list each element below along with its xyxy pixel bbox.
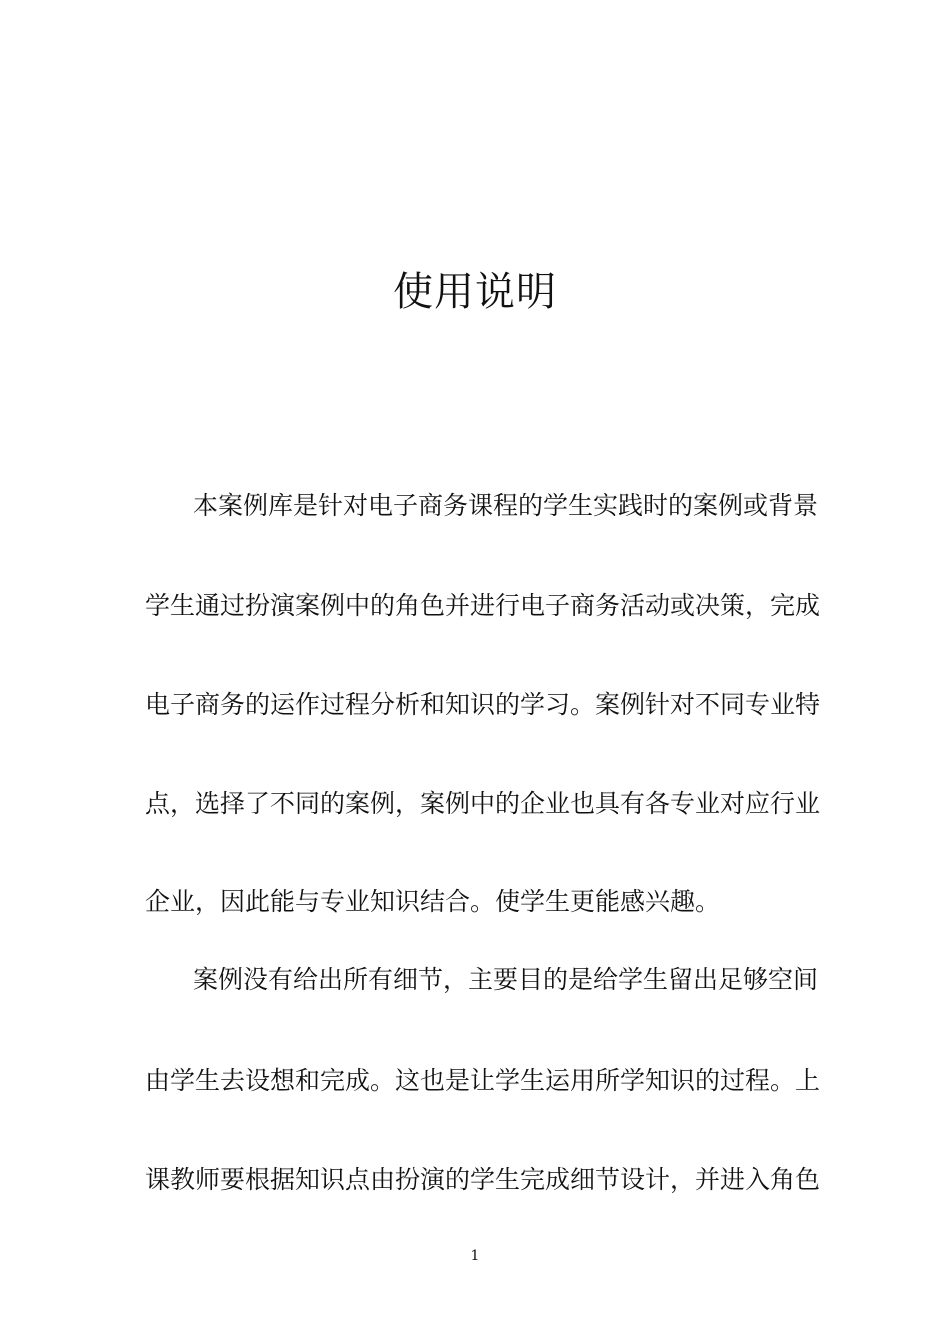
paragraph-1-line-2: 学生通过扮演案例中的角色并进行电子商务活动或决策，完成 xyxy=(145,591,821,620)
paragraph-2-line-1: 案例没有给出所有细节，主要目的是给学生留出足够空间 xyxy=(193,965,819,994)
paragraph-1-line-4: 点，选择了不同的案例，案例中的企业也具有各专业对应行业 xyxy=(145,789,821,818)
paragraph-2-line-2: 由学生去设想和完成。这也是让学生运用所学知识的过程。上 xyxy=(145,1066,821,1095)
page-title: 使用说明 xyxy=(393,269,557,315)
paragraph-2-line-3: 课教师要根据知识点由扮演的学生完成细节设计，并进入角色 xyxy=(145,1165,821,1194)
paragraph-1-line-3: 电子商务的运作过程分析和知识的学习。案例针对不同专业特 xyxy=(145,690,821,719)
paragraph-1-line-5: 企业，因此能与专业知识结合。使学生更能感兴趣。 xyxy=(145,887,721,916)
page-number: 1 xyxy=(470,1248,480,1264)
paragraph-1-line-1: 本案例库是针对电子商务课程的学生实践时的案例或背景 xyxy=(193,491,819,520)
